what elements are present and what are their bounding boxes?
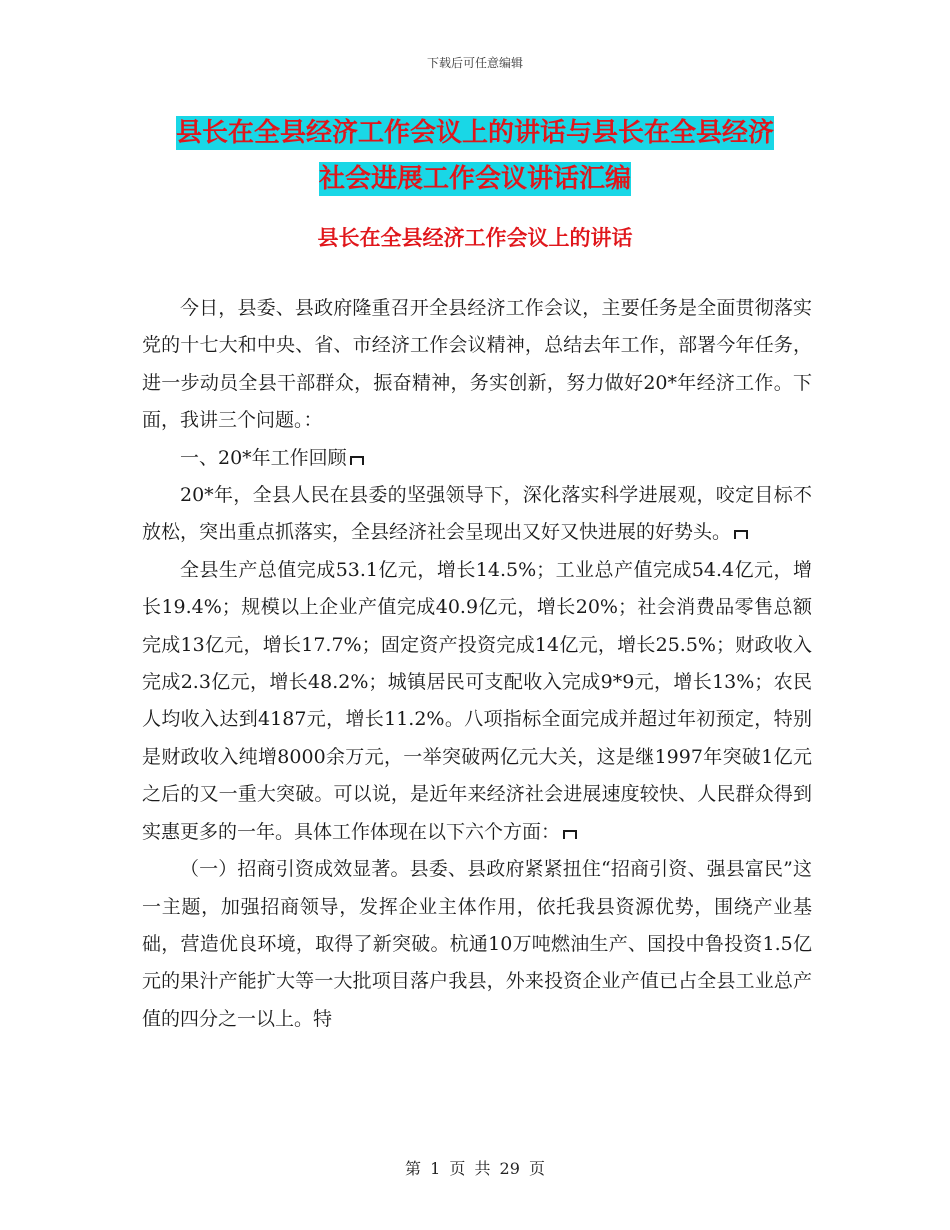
paragraph-mark-icon	[350, 456, 364, 465]
body-text	[142, 290, 812, 1038]
paragraph: 一、20*年工作回顾	[142, 440, 812, 477]
paragraph: 20*年，全县人民在县委的坚强领导下，深化落实科学进展观，咬定目标不放松，突出重点抓落实，全县经济社会呈现出又好又快进展的好势头。	[142, 484, 812, 544]
paragraph: （一）招商引资成效显著。县委、县政府紧紧扭住“招商引资、强县富民”这一主题，加强招商领导，发挥企业主体作用，依托我县资源优势，围绕产业基础，营造优良环境，取得了新突破。杭通10万吨燃油生产、国投中鲁投资1.5亿元的果汁产能扩大等一大批项目落户我县，外来投资企业产值已占全县工业总产值的四分之一以上。特	[142, 858, 812, 1030]
header-note: 下载后可任意编辑	[426, 56, 523, 70]
title-line-1: 县长在全县经济工作会议上的讲话与县长在全县经济	[175, 118, 774, 148]
paragraph: 全县生产总值完成53.1亿元，增长14.5%；工业总产值完成54.4亿元，增长19.4%；规模以上企业产值完成40.9亿元，增长20%；社会消费品零售总额完成13亿元，增长17.7%；固定资产投资完成14亿元，增长25.5%；财政收入完成2.3亿元，增长48.2%；城镇居民可支配收入完成9*9元，增长13%；农民人均收入达到4187元，增长11.2%。八项指标全面完成并超过年初预定，特别是财政收入纯增8000余万元，一举突破两亿元大关，这是继1997年突破1亿元之后的又一重大突破。可以说，是近年来经济社会进展速度较快、人民群众得到实惠更多的一年。具体工作体现在以下六个方面：	[142, 558, 812, 843]
section-title: 县长在全县经济工作会议上的讲话	[317, 226, 633, 250]
paragraph-mark-icon	[563, 830, 577, 839]
title-line-2: 社会进展工作会议讲话汇编	[318, 164, 631, 194]
paragraph: 今日，县委、县政府隆重召开全县经济工作会议，主要任务是全面贯彻落实党的十七大和中央、省、市经济工作会议精神，总结去年工作，部署今年任务，进一步动员全县干部群众，振奋精神，务实创新，努力做好20*年经济工作。下面，我讲三个问题。：	[142, 297, 812, 432]
document-title	[0, 110, 950, 202]
page-footer: 第 1 页 共 29 页	[405, 1159, 545, 1178]
paragraph-mark-icon	[734, 530, 748, 539]
